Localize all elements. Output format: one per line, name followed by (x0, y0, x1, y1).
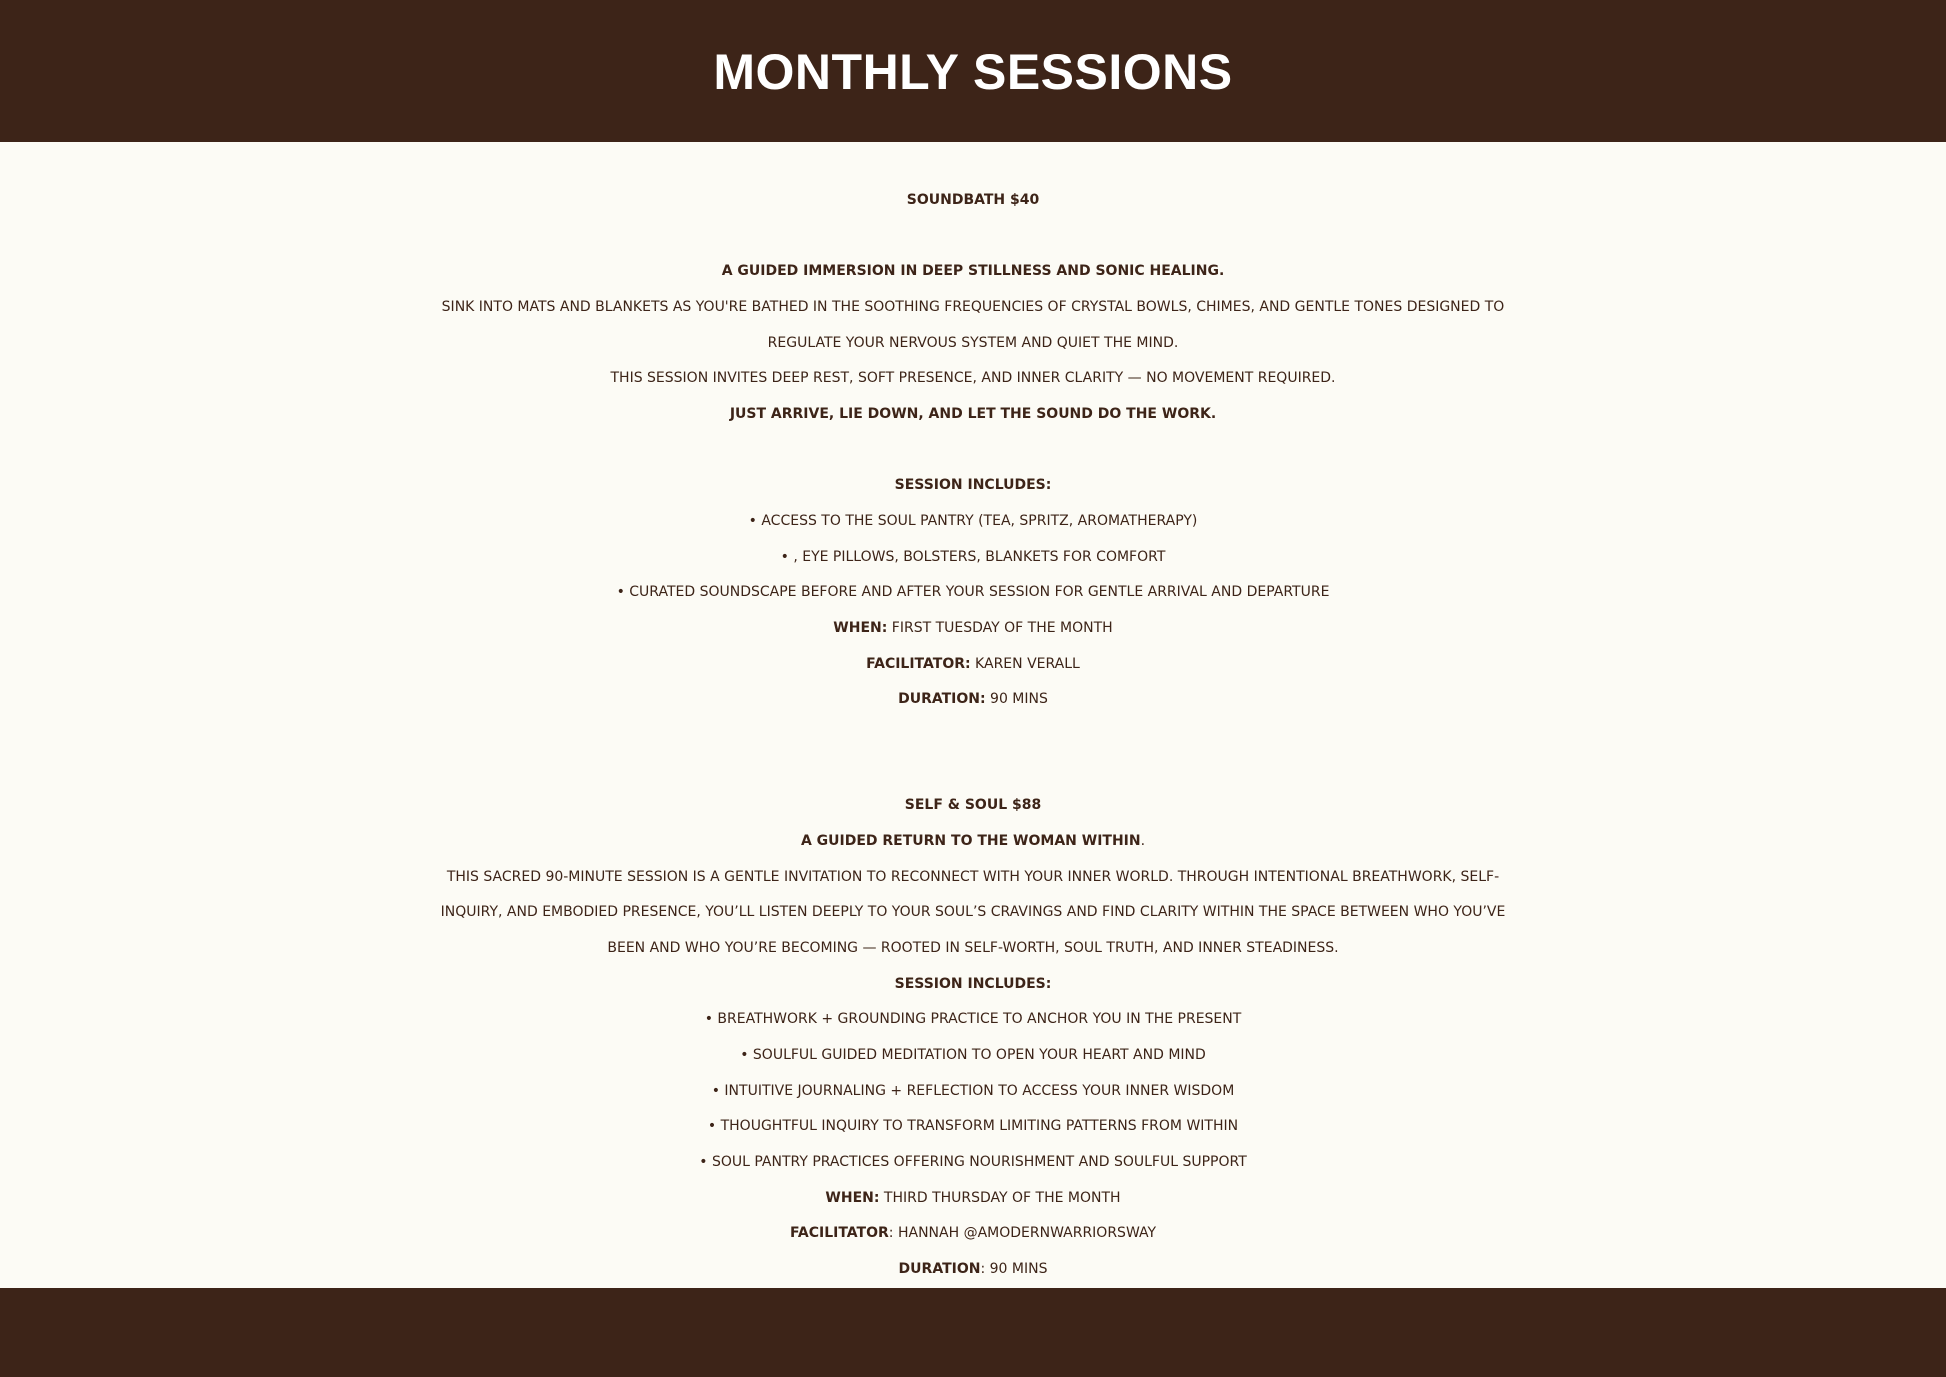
self-soul-facilitator (0, 1215, 1946, 1251)
page-title: MONTHLY SESSIONS (713, 44, 1233, 100)
soundbath-facilitator (0, 646, 1946, 682)
duration-value: 90 MINS (985, 691, 1048, 707)
soundbath-include-item: • CURATED SOUNDSCAPE BEFORE AND AFTER YOUR SESSION FOR GENTLE ARRIVAL AND DEPARTURE (616, 584, 1330, 600)
self-soul-includes-heading: SESSION INCLUDES: (894, 976, 1052, 992)
when-value: FIRST TUESDAY OF THE MONTH (887, 620, 1113, 636)
self-soul-include-item: • SOULFUL GUIDED MEDITATION TO OPEN YOUR HEART AND MIND (740, 1047, 1206, 1063)
soundbath-title: SOUNDBATH $40 (906, 192, 1040, 208)
soundbath-when (0, 610, 1946, 646)
self-soul-include-item: • BREATHWORK + GROUNDING PRACTICE TO ANCHOR YOU IN THE PRESENT (704, 1011, 1242, 1027)
soundbath-include-item: • , EYE PILLOWS, BOLSTERS, BLANKETS FOR COMFORT (780, 549, 1166, 565)
self-soul-title: SELF & SOUL $88 (904, 797, 1042, 813)
soundbath-include-item: • ACCESS TO THE SOUL PANTRY (TEA, SPRITZ, AROMATHERAPY) (748, 513, 1198, 529)
self-soul-tagline (0, 823, 1946, 859)
duration-value: : 90 MINS (980, 1261, 1048, 1277)
facilitator-label: FACILITATOR (789, 1225, 889, 1241)
facilitator-value: KAREN VERALL (970, 656, 1080, 672)
self-soul-description-line1: THIS SACRED 90-MINUTE SESSION IS A GENTLE INVITATION TO RECONNECT WITH YOUR INNER WORLD. THROUGH INTENTIONAL BREATHWORK, SELF- (446, 869, 1500, 885)
self-soul-include-item: • INTUITIVE JOURNALING + REFLECTION TO ACCESS YOUR INNER WISDOM (711, 1083, 1235, 1099)
soundbath-tagline: A GUIDED IMMERSION IN DEEP STILLNESS AND SONIC HEALING. (721, 263, 1225, 279)
self-soul-when (0, 1180, 1946, 1216)
soundbath-description-line3: THIS SESSION INVITES DEEP REST, SOFT PRESENCE, AND INNER CLARITY — NO MOVEMENT REQUIRED. (610, 370, 1336, 386)
duration-label: DURATION: (898, 691, 986, 707)
self-soul-duration (0, 1251, 1946, 1287)
soundbath-description-line2: REGULATE YOUR NERVOUS SYSTEM AND QUIET THE MIND. (767, 335, 1179, 351)
sessions-content (0, 142, 1946, 1288)
facilitator-value: : HANNAH @AMODERNWARRIORSWAY (888, 1225, 1157, 1241)
soundbath-includes-heading: SESSION INCLUDES: (894, 477, 1052, 493)
facilitator-label: FACILITATOR: (866, 656, 971, 672)
self-soul-tagline-end: . (1140, 833, 1146, 849)
soundbath-description-line1: SINK INTO MATS AND BLANKETS AS YOU'RE BATHED IN THE SOOTHING FREQUENCIES OF CRYSTAL BOWLS, CHIMES, AND GENTLE TONES DESIGNED TO (441, 299, 1505, 315)
self-soul-include-item: • THOUGHTFUL INQUIRY TO TRANSFORM LIMITING PATTERNS FROM WITHIN (707, 1118, 1239, 1134)
self-soul-include-item: • SOUL PANTRY PRACTICES OFFERING NOURISHMENT AND SOULFUL SUPPORT (699, 1154, 1247, 1170)
header-bar (0, 0, 1946, 142)
self-soul-description-line2: INQUIRY, AND EMBODIED PRESENCE, YOU’LL LISTEN DEEPLY TO YOUR SOUL’S CRAVINGS AND FIND CLARITY WITHIN THE SPACE BETWEEN WHO YOU’VE (440, 904, 1506, 920)
duration-label: DURATION (898, 1261, 981, 1277)
when-label: WHEN: (833, 620, 888, 636)
soundbath-closing: JUST ARRIVE, LIE DOWN, AND LET THE SOUND DO THE WORK. (729, 406, 1217, 422)
soundbath-duration (0, 681, 1946, 717)
when-label: WHEN: (825, 1190, 880, 1206)
self-soul-tagline-text: A GUIDED RETURN TO THE WOMAN WITHIN (800, 833, 1141, 849)
footer-bar (0, 1288, 1946, 1377)
self-soul-description-line3: BEEN AND WHO YOU’RE BECOMING — ROOTED IN SELF-WORTH, SOUL TRUTH, AND INNER STEADINESS. (607, 940, 1339, 956)
when-value: THIRD THURSDAY OF THE MONTH (879, 1190, 1121, 1206)
